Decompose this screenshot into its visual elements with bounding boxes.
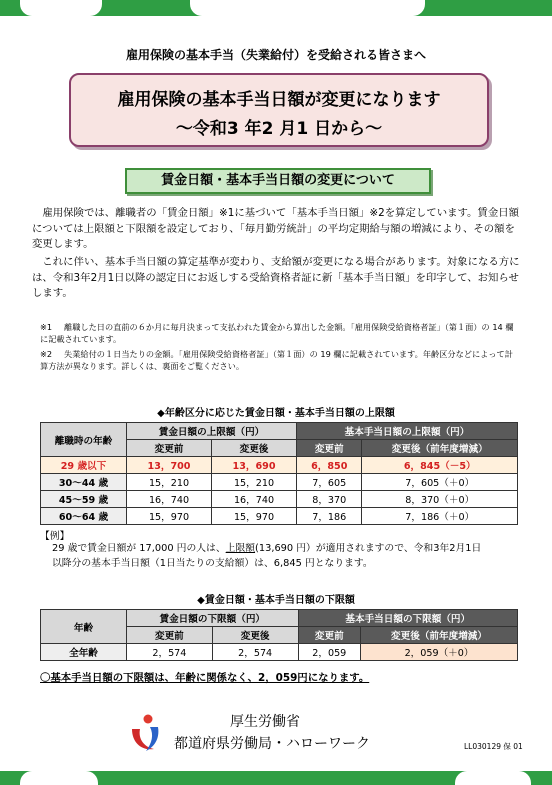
value-cell: 2，059（＋0） xyxy=(361,644,518,661)
band-notch xyxy=(20,0,102,16)
value-cell: 16，740 xyxy=(127,491,212,508)
age-cell: 45～59 歳 xyxy=(41,491,127,508)
value-cell: 13，700 xyxy=(127,457,212,474)
upper-limit-table xyxy=(40,422,518,525)
note-1 xyxy=(40,321,520,345)
age-cell: 30～44 歳 xyxy=(41,474,127,491)
intro-heading: 雇用保険の基本手当（失業給付）を受給される皆さまへ xyxy=(125,48,426,62)
table-row xyxy=(41,474,518,491)
sub-header: 変更後（前年度増減） xyxy=(362,440,518,457)
note-mark: ※1 xyxy=(40,322,53,332)
sub-header: 変更後 xyxy=(212,627,298,644)
title-box xyxy=(69,73,489,147)
row-header: 年齢 xyxy=(41,610,127,644)
bottom-green-band xyxy=(0,771,552,785)
example-underlined: 上限額 xyxy=(225,543,256,554)
group-header-wage: 賃金日額の上限額（円） xyxy=(127,423,297,440)
note-2 xyxy=(40,348,520,372)
sub-header: 変更後（前年度増減） xyxy=(361,627,518,644)
value-cell: 15，970 xyxy=(127,508,212,525)
title-line-1: 雇用保険の基本手当日額が変更になります xyxy=(117,90,441,110)
sub-header: 変更前 xyxy=(127,627,213,644)
value-cell: 2，574 xyxy=(127,644,213,661)
group-header-benefit: 基本手当日額の上限額（円） xyxy=(297,423,518,440)
example-text-part: 29 歳で賃金日額が 17,000 円の人は、 xyxy=(52,543,226,554)
note-text: 離職した日の直前の６か月に毎月決まって支払われた賃金から算出した金額。「雇用保険受給資格者証」（第１面）の 14 欄に記載されています。 xyxy=(40,322,514,344)
value-cell: 2，574 xyxy=(212,644,298,661)
sub-header: 変更前 xyxy=(127,440,212,457)
age-cell: 29 歳以下 xyxy=(41,457,127,474)
table-row xyxy=(41,491,518,508)
value-cell: 6，850 xyxy=(297,457,362,474)
value-cell: 6，845（－5） xyxy=(362,457,518,474)
value-cell: 15，210 xyxy=(212,474,297,491)
table-row xyxy=(41,457,518,474)
document-code: LL030129 保 01 xyxy=(464,742,523,751)
value-cell: 2，059 xyxy=(298,644,361,661)
age-cell: 全年齢 xyxy=(41,644,127,661)
band-notch xyxy=(20,771,98,785)
value-cell: 8，370（＋0） xyxy=(362,491,518,508)
age-cell: 60～64 歳 xyxy=(41,508,127,525)
lower-table-title: ◆賃金日額・基本手当日額の下限額 xyxy=(197,595,355,606)
example-text xyxy=(52,541,522,571)
band-notch xyxy=(455,771,531,785)
sub-header: 変更前 xyxy=(298,627,361,644)
top-green-band xyxy=(0,0,552,16)
title-line-2: ～令和3 年2 月1 日から～ xyxy=(175,119,383,139)
value-cell: 7，186（＋0） xyxy=(362,508,518,525)
value-cell: 15，970 xyxy=(212,508,297,525)
sub-header: 変更前 xyxy=(297,440,362,457)
value-cell: 16，740 xyxy=(212,491,297,508)
value-cell: 7，605 xyxy=(297,474,362,491)
note-mark: ※2 xyxy=(40,349,53,359)
value-cell: 13，690 xyxy=(212,457,297,474)
group-header-wage: 賃金日額の下限額（円） xyxy=(127,610,299,627)
example-text-part: (13,690 円）が適用されますので、令和3年2月1日 xyxy=(255,543,482,554)
footnote: 〇基本手当日額の下限額は、年齢に関係なく、2，059円になります。 xyxy=(40,672,370,684)
value-cell: 7，186 xyxy=(297,508,362,525)
note-text: 失業給付の１日当たりの金額。「雇用保険受給資格者証」（第１面）の 19 欄に記載されています。年齢区分などによって計算方法が異なります。詳しくは、裏面をご覧ください。 xyxy=(40,349,513,371)
sub-header: 変更後 xyxy=(212,440,297,457)
upper-table-title: ◆年齢区分に応じた賃金日額・基本手当日額の上限額 xyxy=(157,408,395,419)
table-row xyxy=(41,508,518,525)
row-header: 離職時の年齢 xyxy=(41,423,127,457)
example-text-part: 以降分の基本手当日額（1日当たりの支給額）は、6,845 円となります。 xyxy=(52,558,373,569)
bureau-name: 都道府県労働局・ハローワーク xyxy=(174,736,370,752)
table-row xyxy=(41,644,518,661)
band-notch xyxy=(190,0,425,16)
value-cell: 15，210 xyxy=(127,474,212,491)
ministry-name: 厚生労働省 xyxy=(230,714,300,730)
section-label: 賃金日額・基本手当日額の変更について xyxy=(125,168,431,194)
group-header-benefit: 基本手当日額の下限額（円） xyxy=(298,610,517,627)
paragraph-2: これに伴い、基本手当日額の算定基準が変わり、支給額が変更になる場合があります。対象になる方には、令和3年2月1日以降の認定日にお返しする受給資格者証に新「基本手当日額」を印字して、お知らせします。 xyxy=(32,256,520,299)
example-label: 【例】 xyxy=(40,531,70,542)
value-cell: 7，605（＋0） xyxy=(362,474,518,491)
ministry-logo-icon xyxy=(128,713,162,753)
lower-limit-table xyxy=(40,609,518,661)
paragraph-1: 雇用保険では、離職者の「賃金日額」※1に基づいて「基本手当日額」※2を算定しています。賃金日額については上限額と下限額を設定しており、「毎月勤労統計」の平均定期給与額の増減により、その額を変更します。 xyxy=(32,207,519,250)
value-cell: 8，370 xyxy=(297,491,362,508)
